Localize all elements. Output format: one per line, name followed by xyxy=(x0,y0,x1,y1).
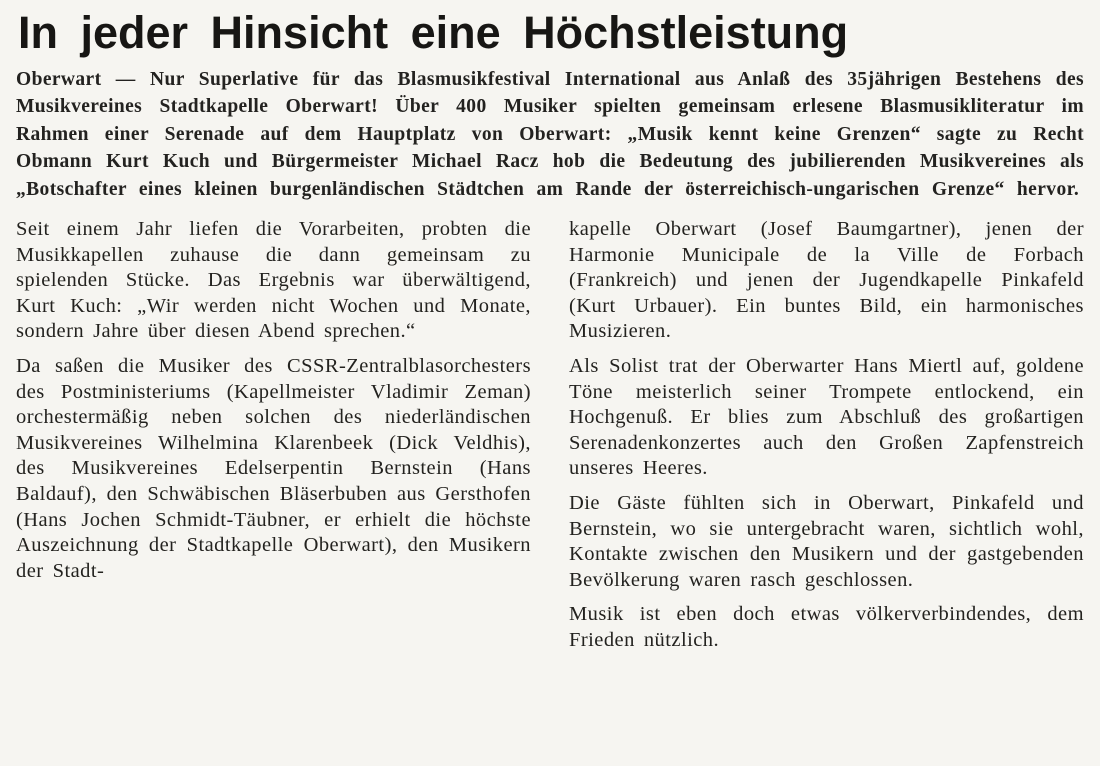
column-right xyxy=(569,217,1084,663)
body-paragraph: Die Gäste fühlten sich in Oberwart, Pinkafeld und Bernstein, wo sie untergebracht waren, sichtlich wohl, Kontakte zwischen den Musikern und der gastgebenden Bevölkerung waren rasch geschlossen. xyxy=(569,491,1084,591)
article-lead-paragraph: Oberwart — Nur Superlative für das Blasmusikfestival International aus Anlaß des 35jährigen Bestehens des Musikvereines Stadtkapelle Oberwart! Über 400 Musiker spielten gemeinsam erlesene Blasmusikliteratur im Rahmen einer Serenade auf dem Hauptplatz von Oberwart: „Musik kennt keine Grenzen“ sagte zu Recht Obmann Kurt Kuch und Bürgermeister Michael Racz hob die Bedeutung des jubilierenden Musikvereines als „Botschafter eines kleinen burgenländischen Städtchen am Rande der österreichisch-ungarischen Grenze“ hervor. xyxy=(16,68,1084,200)
body-paragraph: Als Solist trat der Oberwarter Hans Miertl auf, goldene Töne meisterlich seiner Trompete entlockend, ein Hochgenuß. Er blies zum Abschluß des großartigen Serenadenkonzertes auch den Großen Zapfenstreich unseres Heeres. xyxy=(569,354,1084,480)
article-body xyxy=(16,217,1084,663)
column-left xyxy=(16,217,531,663)
body-paragraph: Da saßen die Musiker des CSSR-Zentralblasorchesters des Postministeriums (Kapellmeister Vladimir Zeman) orchestermäßig neben solchen des niederländischen Musikvereines Wilhelmina Klarenbeek (Dick Veldhis), des Musikvereines Edelserpentin Bernstein (Hans Baldauf), den Schwäbischen Bläserbuben aus Gersthofen (Hans Jochen Schmidt-Täubner, er erhielt die höchste Auszeichnung der Stadtkapelle Oberwart), den Musikern der Stadt- xyxy=(16,354,531,582)
body-paragraph: Musik ist eben doch etwas völkerverbindendes, dem Frieden nützlich. xyxy=(569,603,1084,651)
article-headline: In jeder Hinsicht eine Höchstleistung xyxy=(18,7,849,58)
body-paragraph: Seit einem Jahr liefen die Vorarbeiten, probten die Musikkapellen zuhause die dann gemeinsam zu spielenden Stücke. Das Ergebnis war überwältigend, Kurt Kuch: „Wir werden nicht Wochen und Monate, sondern Jahre über diesen Abend sprechen.“ xyxy=(16,218,531,343)
body-paragraph: kapelle Oberwart (Josef Baumgartner), jenen der Harmonie Municipale de la Ville de Forbach (Frankreich) und jenen der Jugendkapelle Pinkafeld (Kurt Urbauer). Ein buntes Bild, ein harmonisches Musizieren. xyxy=(569,218,1084,343)
